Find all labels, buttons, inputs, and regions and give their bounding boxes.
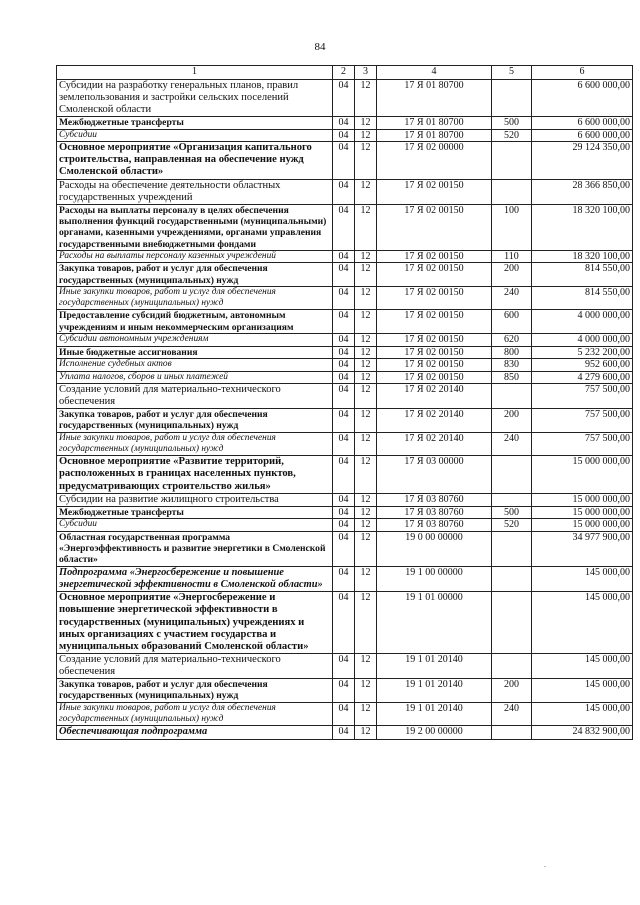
amount-cell: 18 320 100,00: [532, 250, 633, 263]
target-article-cell: 17 Я 02 00150: [377, 263, 492, 287]
section-code-cell: 04: [333, 371, 355, 384]
row-name-cell: Закупка товаров, работ и услуг для обеспечения государственных (муниципальных) нужд: [57, 409, 333, 433]
target-article-cell: 17 Я 03 80760: [377, 519, 492, 532]
expense-type-cell: 200: [492, 679, 532, 703]
row-name-cell: Создание условий для материально-технического обеспечения: [57, 384, 333, 409]
target-article-cell: 19 2 00 00000: [377, 726, 492, 739]
section-code-cell: 04: [333, 566, 355, 591]
row-name-cell: Иные закупки товаров, работ и услуг для обеспечения государственных (муниципальных) нужд: [57, 286, 333, 310]
amount-cell: 145 000,00: [532, 654, 633, 679]
amount-cell: 6 600 000,00: [532, 117, 633, 130]
row-name-cell: Предоставление субсидий бюджетным, автономным учреждениям и иным некоммерческим организациям: [57, 310, 333, 334]
subsection-code-cell: 12: [355, 371, 377, 384]
subsection-code-cell: 12: [355, 679, 377, 703]
target-article-cell: 17 Я 02 20140: [377, 432, 492, 456]
expense-type-cell: [492, 654, 532, 679]
expense-type-cell: 620: [492, 334, 532, 347]
target-article-cell: 17 Я 02 00150: [377, 286, 492, 310]
expense-type-cell: 100: [492, 204, 532, 250]
expense-type-cell: [492, 142, 532, 180]
amount-cell: 24 832 900,00: [532, 726, 633, 739]
target-article-cell: 17 Я 02 20140: [377, 384, 492, 409]
section-code-cell: 04: [333, 204, 355, 250]
target-article-cell: 19 1 01 20140: [377, 654, 492, 679]
target-article-cell: 17 Я 02 00150: [377, 250, 492, 263]
expense-type-cell: 520: [492, 519, 532, 532]
section-code-cell: 04: [333, 80, 355, 117]
expense-type-cell: [492, 726, 532, 739]
subsection-code-cell: 12: [355, 456, 377, 494]
row-name-cell: Иные закупки товаров, работ и услуг для обеспечения государственных (муниципальных) нужд: [57, 702, 333, 726]
expense-type-cell: [492, 592, 532, 654]
subsection-code-cell: 12: [355, 409, 377, 433]
subsection-code-cell: 12: [355, 359, 377, 372]
row-name-cell: Субсидии автономным учреждениям: [57, 334, 333, 347]
row-name-cell: Основное мероприятие «Энергосбережение и повышение энергетической эффективности в государственных (муниципальных) учреждениях и иных организациях с участием государства и муниципальных образований Смоленской области»: [57, 592, 333, 654]
section-code-cell: 04: [333, 409, 355, 433]
subsection-code-cell: 12: [355, 531, 377, 566]
amount-cell: 34 977 900,00: [532, 531, 633, 566]
subsection-code-cell: 12: [355, 346, 377, 359]
header-cell: 6: [532, 66, 633, 80]
table-row: [57, 310, 633, 334]
row-name-cell: Закупка товаров, работ и услуг для обеспечения государственных (муниципальных) нужд: [57, 679, 333, 703]
subsection-code-cell: 12: [355, 726, 377, 739]
subsection-code-cell: 12: [355, 80, 377, 117]
amount-cell: 5 232 200,00: [532, 346, 633, 359]
target-article-cell: 17 Я 01 80700: [377, 129, 492, 142]
table-row: [57, 531, 633, 566]
table-row: [57, 384, 633, 409]
subsection-code-cell: 12: [355, 654, 377, 679]
expense-type-cell: 240: [492, 702, 532, 726]
amount-cell: 15 000 000,00: [532, 493, 633, 506]
section-code-cell: 04: [333, 384, 355, 409]
row-name-cell: Субсидии: [57, 519, 333, 532]
header-cell: 4: [377, 66, 492, 80]
amount-cell: 6 600 000,00: [532, 129, 633, 142]
target-article-cell: 19 1 01 20140: [377, 679, 492, 703]
expense-type-cell: [492, 566, 532, 591]
section-code-cell: 04: [333, 117, 355, 130]
target-article-cell: 19 1 01 00000: [377, 592, 492, 654]
section-code-cell: 04: [333, 506, 355, 519]
section-code-cell: 04: [333, 679, 355, 703]
section-code-cell: 04: [333, 359, 355, 372]
row-name-cell: Субсидии на развитие жилищного строительства: [57, 493, 333, 506]
amount-cell: 145 000,00: [532, 702, 633, 726]
header-cell: 2: [333, 66, 355, 80]
subsection-code-cell: 12: [355, 204, 377, 250]
table-row: [57, 80, 633, 117]
target-article-cell: 17 Я 02 20140: [377, 409, 492, 433]
expense-type-cell: 500: [492, 506, 532, 519]
header-cell: 1: [57, 66, 333, 80]
header-cell: 3: [355, 66, 377, 80]
page-number: 84: [314, 41, 326, 53]
target-article-cell: 17 Я 02 00150: [377, 371, 492, 384]
table-row: [57, 250, 633, 263]
target-article-cell: 17 Я 02 00150: [377, 359, 492, 372]
row-name-cell: Основное мероприятие «Организация капитального строительства, направленная на обеспечение нужд Смоленской области»: [57, 142, 333, 180]
subsection-code-cell: 12: [355, 263, 377, 287]
subsection-code-cell: 12: [355, 129, 377, 142]
target-article-cell: 17 Я 02 00150: [377, 204, 492, 250]
row-name-cell: Расходы на обеспечение деятельности областных государственных учреждений: [57, 179, 333, 204]
section-code-cell: 04: [333, 654, 355, 679]
expense-type-cell: 240: [492, 286, 532, 310]
row-name-cell: Субсидии: [57, 129, 333, 142]
row-name-cell: Основное мероприятие «Развитие территорий, расположенных в границах населенных пунктов, предусматривающих строительство жилья»: [57, 456, 333, 494]
row-name-cell: Иные закупки товаров, работ и услуг для обеспечения государственных (муниципальных) нужд: [57, 432, 333, 456]
row-name-cell: Закупка товаров, работ и услуг для обеспечения государственных (муниципальных) нужд: [57, 263, 333, 287]
subsection-code-cell: 12: [355, 702, 377, 726]
target-article-cell: 19 1 00 00000: [377, 566, 492, 591]
section-code-cell: 04: [333, 726, 355, 739]
amount-cell: 6 600 000,00: [532, 80, 633, 117]
table-row: [57, 409, 633, 433]
amount-cell: 4 000 000,00: [532, 310, 633, 334]
budget-table: [56, 65, 633, 740]
expense-type-cell: 240: [492, 432, 532, 456]
subsection-code-cell: 12: [355, 310, 377, 334]
subsection-code-cell: 12: [355, 493, 377, 506]
table-row: [57, 432, 633, 456]
section-code-cell: 04: [333, 702, 355, 726]
subsection-code-cell: 12: [355, 286, 377, 310]
table-row: [57, 334, 633, 347]
subsection-code-cell: 12: [355, 592, 377, 654]
subsection-code-cell: 12: [355, 519, 377, 532]
amount-cell: 952 600,00: [532, 359, 633, 372]
row-name-cell: Субсидии на разработку генеральных планов, правил землепользования и застройки сельских поселений Смоленской области: [57, 80, 333, 117]
table-row: [57, 566, 633, 591]
table-row: [57, 679, 633, 703]
row-name-cell: Исполнение судебных актов: [57, 359, 333, 372]
header-row: [57, 66, 633, 80]
amount-cell: 15 000 000,00: [532, 456, 633, 494]
table-row: [57, 286, 633, 310]
amount-cell: 145 000,00: [532, 592, 633, 654]
section-code-cell: 04: [333, 263, 355, 287]
section-code-cell: 04: [333, 346, 355, 359]
table-row: [57, 654, 633, 679]
target-article-cell: 17 Я 01 80700: [377, 117, 492, 130]
expense-type-cell: 800: [492, 346, 532, 359]
row-name-cell: Уплата налогов, сборов и иных платежей: [57, 371, 333, 384]
table-row: [57, 506, 633, 519]
expense-type-cell: 830: [492, 359, 532, 372]
row-name-cell: Межбюджетные трансферты: [57, 506, 333, 519]
section-code-cell: 04: [333, 456, 355, 494]
table-row: [57, 129, 633, 142]
target-article-cell: 17 Я 02 00150: [377, 346, 492, 359]
section-code-cell: 04: [333, 334, 355, 347]
section-code-cell: 04: [333, 493, 355, 506]
amount-cell: 15 000 000,00: [532, 519, 633, 532]
subsection-code-cell: 12: [355, 566, 377, 591]
subsection-code-cell: 12: [355, 142, 377, 180]
expense-type-cell: [492, 456, 532, 494]
expense-type-cell: [492, 179, 532, 204]
row-name-cell: Областная государственная программа «Энергоэффективность и развитие энергетики в Смоленской области»: [57, 531, 333, 566]
table-row: [57, 359, 633, 372]
expense-type-cell: 500: [492, 117, 532, 130]
target-article-cell: 17 Я 02 00150: [377, 310, 492, 334]
section-code-cell: 04: [333, 179, 355, 204]
table-row: [57, 592, 633, 654]
amount-cell: 4 279 600,00: [532, 371, 633, 384]
amount-cell: 757 500,00: [532, 432, 633, 456]
target-article-cell: 17 Я 02 00150: [377, 334, 492, 347]
target-article-cell: 17 Я 01 80700: [377, 80, 492, 117]
section-code-cell: 04: [333, 531, 355, 566]
amount-cell: 757 500,00: [532, 384, 633, 409]
target-article-cell: 17 Я 03 80760: [377, 493, 492, 506]
amount-cell: 814 550,00: [532, 286, 633, 310]
amount-cell: 29 124 350,00: [532, 142, 633, 180]
subsection-code-cell: 12: [355, 250, 377, 263]
expense-type-cell: 200: [492, 263, 532, 287]
table-row: [57, 204, 633, 250]
section-code-cell: 04: [333, 310, 355, 334]
row-name-cell: Иные бюджетные ассигнования: [57, 346, 333, 359]
row-name-cell: Создание условий для материально-технического обеспечения: [57, 654, 333, 679]
header-cell: 5: [492, 66, 532, 80]
expense-type-cell: 520: [492, 129, 532, 142]
amount-cell: 4 000 000,00: [532, 334, 633, 347]
section-code-cell: 04: [333, 286, 355, 310]
amount-cell: 28 366 850,00: [532, 179, 633, 204]
row-name-cell: Расходы на выплаты персоналу казенных учреждений: [57, 250, 333, 263]
amount-cell: 15 000 000,00: [532, 506, 633, 519]
section-code-cell: 04: [333, 519, 355, 532]
target-article-cell: 17 Я 03 00000: [377, 456, 492, 494]
target-article-cell: 19 0 00 00000: [377, 531, 492, 566]
table-row: [57, 371, 633, 384]
section-code-cell: 04: [333, 129, 355, 142]
table-row: [57, 726, 633, 739]
row-name-cell: Обеспечивающая подпрограмма: [57, 726, 333, 739]
section-code-cell: 04: [333, 250, 355, 263]
target-article-cell: 17 Я 02 00000: [377, 142, 492, 180]
row-name-cell: Подпрограмма «Энергосбережение и повышение энергетической эффективности в Смоленской области»: [57, 566, 333, 591]
amount-cell: 757 500,00: [532, 409, 633, 433]
table-row: [57, 263, 633, 287]
subsection-code-cell: 12: [355, 334, 377, 347]
expense-type-cell: [492, 80, 532, 117]
target-article-cell: 17 Я 02 00150: [377, 179, 492, 204]
subsection-code-cell: 12: [355, 506, 377, 519]
table-row: [57, 117, 633, 130]
scan-mark: .: [544, 860, 546, 869]
section-code-cell: 04: [333, 592, 355, 654]
table-row: [57, 456, 633, 494]
expense-type-cell: 850: [492, 371, 532, 384]
expense-type-cell: 200: [492, 409, 532, 433]
expense-type-cell: 110: [492, 250, 532, 263]
section-code-cell: 04: [333, 142, 355, 180]
amount-cell: 18 320 100,00: [532, 204, 633, 250]
table-row: [57, 702, 633, 726]
row-name-cell: Расходы на выплаты персоналу в целях обеспечения выполнения функций государственными (муниципальными) органами, казенными учреждениями, органами управления государственными внебюджетными фондами: [57, 204, 333, 250]
subsection-code-cell: 12: [355, 432, 377, 456]
section-code-cell: 04: [333, 432, 355, 456]
expense-type-cell: [492, 384, 532, 409]
table-row: [57, 519, 633, 532]
subsection-code-cell: 12: [355, 117, 377, 130]
amount-cell: 145 000,00: [532, 679, 633, 703]
table-row: [57, 142, 633, 180]
subsection-code-cell: 12: [355, 384, 377, 409]
amount-cell: 814 550,00: [532, 263, 633, 287]
subsection-code-cell: 12: [355, 179, 377, 204]
target-article-cell: 19 1 01 20140: [377, 702, 492, 726]
target-article-cell: 17 Я 03 80760: [377, 506, 492, 519]
expense-type-cell: 600: [492, 310, 532, 334]
table-row: [57, 179, 633, 204]
expense-type-cell: [492, 531, 532, 566]
amount-cell: 145 000,00: [532, 566, 633, 591]
expense-type-cell: [492, 493, 532, 506]
table-row: [57, 346, 633, 359]
row-name-cell: Межбюджетные трансферты: [57, 117, 333, 130]
table-row: [57, 493, 633, 506]
